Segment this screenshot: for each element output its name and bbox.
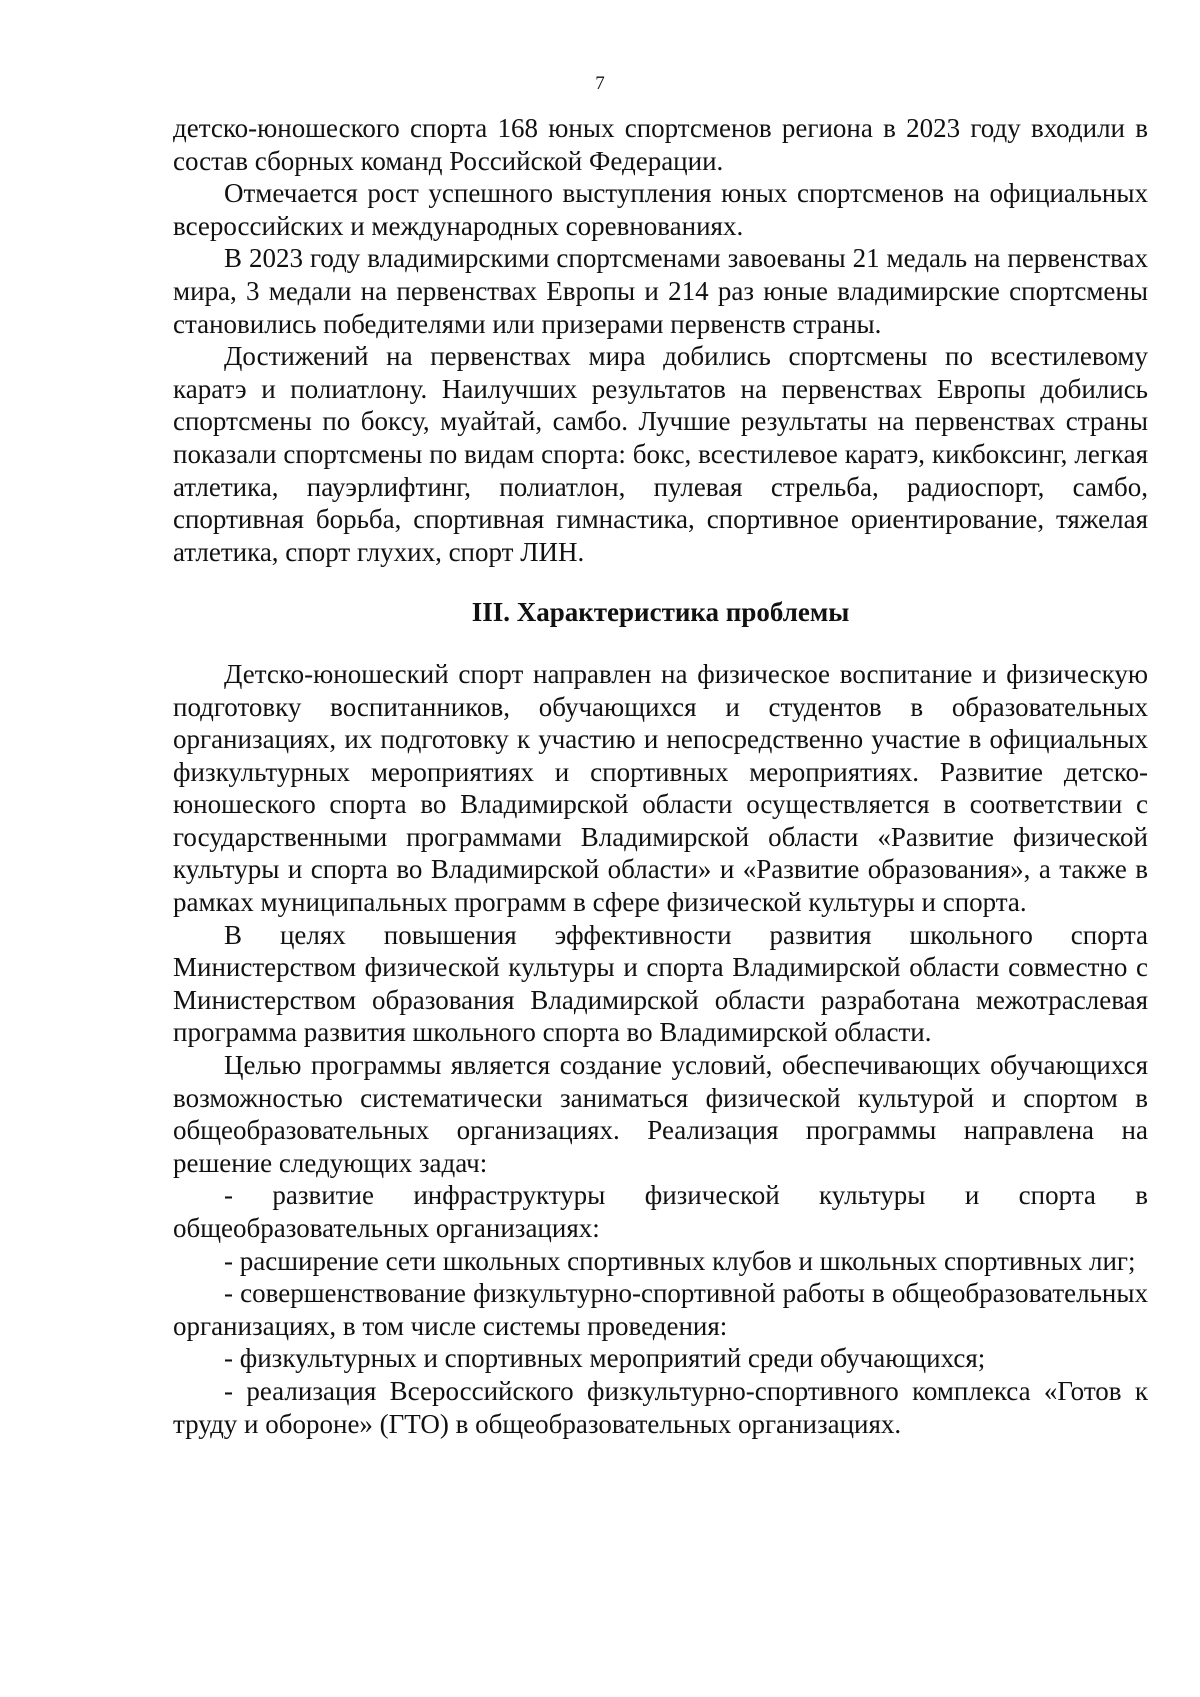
page-number: 7 <box>595 73 605 94</box>
paragraph: В 2023 году владимирскими спортсменами завоеваны 21 медаль на первенствах мира, 3 медали на первенствах Европы и 214 раз юные владимирские спортсмены становились победителями или призерами первенств страны. <box>173 243 1148 339</box>
list-item: - совершенствование физкультурно-спортивной работы в общеобразовательных организациях, в том числе системы проведения: <box>173 1278 1148 1341</box>
list-item: - физкультурных и спортивных мероприятий среди обучающихся; <box>224 1343 986 1374</box>
paragraph: Целью программы является создание условий, обеспечивающих обучающихся возможностью систематически заниматься физической культурой и спортом в общеобразовательных организациях. Реализация программы направлена на решение следующих задач: <box>173 1050 1148 1178</box>
paragraph: Отмечается рост успешного выступления юных спортсменов на официальных всероссийских и международных соревнованиях. <box>173 178 1148 241</box>
paragraph-continuation: детско-юношеского спорта 168 юных спортсменов региона в 2023 году входили в состав сборных команд Российской Федерации. <box>173 113 1148 176</box>
paragraph: Детско-юношеский спорт направлен на физическое воспитание и физическую подготовку воспитанников, обучающихся и студентов в образовательных организациях, их подготовку к участию и непосредственно участие в официальных физкультурных мероприятиях и спортивных мероприятиях. Развитие детско-юношеского спорта во Владимирской области осуществляется в соответствии с государственными программами Владимирской области «Развитие физической культуры и спорта во Владимирской области» и «Развитие образования», а также в рамках муниципальных программ в сфере физической культуры и спорта. <box>173 658 1148 918</box>
list-item: - развитие инфраструктуры физической культуры и спорта в общеобразовательных организациях: <box>173 1180 1148 1243</box>
document-body <box>173 112 1148 1440</box>
list-item: - расширение сети школьных спортивных клубов и школьных спортивных лиг; <box>224 1245 1136 1276</box>
list-item: - реализация Всероссийского физкультурно-спортивного комплекса «Готов к труду и обороне» (ГТО) в общеобразовательных организациях. <box>173 1375 1148 1439</box>
section-heading: III. Характеристика проблемы <box>471 597 850 628</box>
paragraph: В целях повышения эффективности развития школьного спорта Министерством физической культуры и спорта Владимирской области совместно с Министерством образования Владимирской области разработана межотраслевая программа развития школьного спорта во Владимирской области. <box>173 919 1148 1048</box>
paragraph: Достижений на первенствах мира добились спортсмены по всестилевому каратэ и полиатлону. Наилучших результатов на первенствах Европы добились спортсмены по боксу, муайтай, самбо. Лучшие результаты на первенствах страны показали спортсмены по видам спорта: бокс, всестилевое каратэ, кикбоксинг, легкая атлетика, пауэрлифтинг, полиатлон, пулевая стрельба, радиоспорт, самбо, спортивная борьба, спортивная гимнастика, спортивное ориентирование, тяжелая атлетика, спорт глухих, спорт ЛИН. <box>173 341 1148 567</box>
